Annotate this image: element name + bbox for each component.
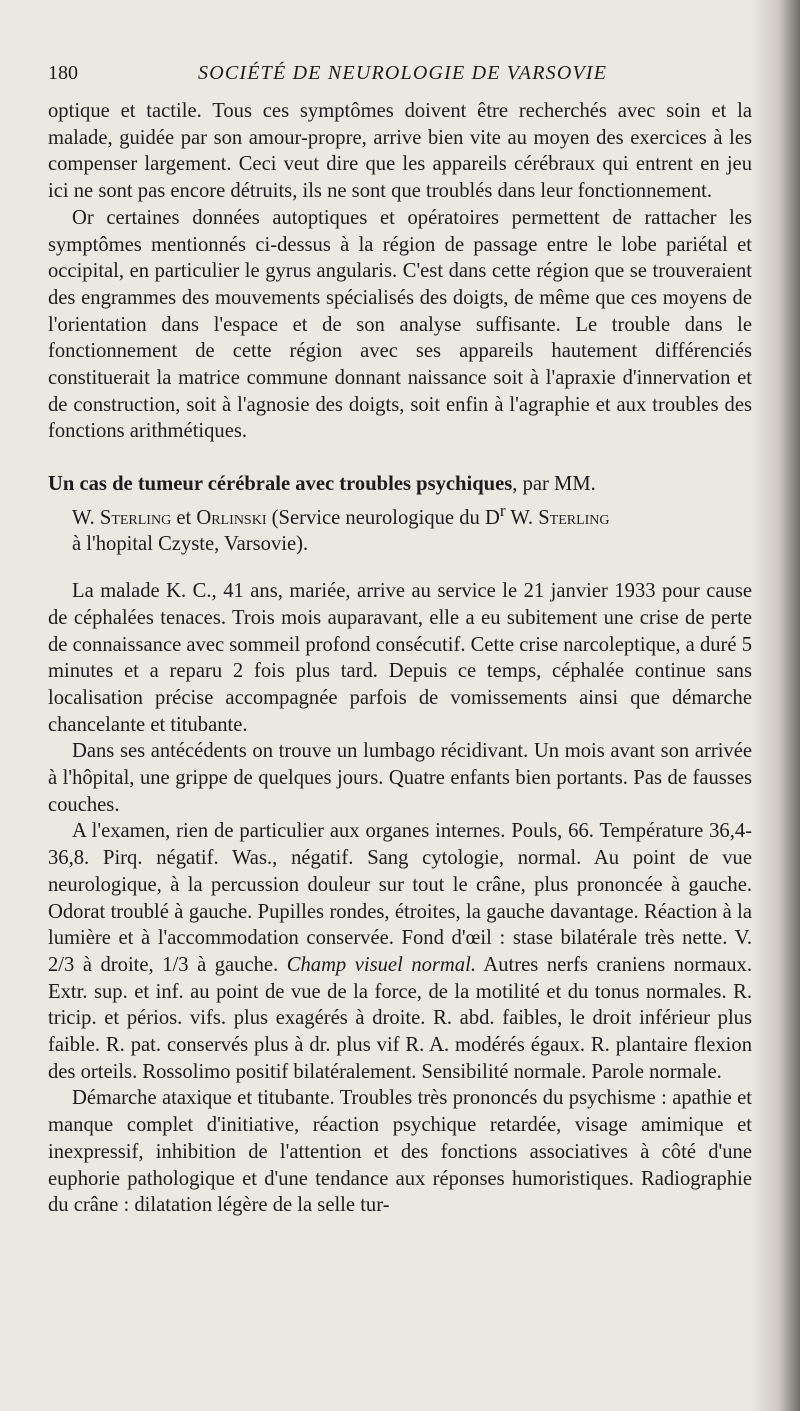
service-text: (Service neurologique du D bbox=[271, 506, 500, 529]
service-sup: r bbox=[499, 500, 506, 520]
page-header bbox=[48, 62, 748, 90]
paragraph-examination bbox=[48, 818, 752, 1085]
service-doctor-name: Sterling bbox=[538, 506, 610, 529]
examination-text-b: Autres nerfs craniens normaux. Extr. sup. et inf. au point de vue de la force, de la motilité et du tonus normales. R. tricip. et périos. vifs. plus exagérés à droite. R. abd. faibles, le droit inférieur plus faible. R. pat. conservés plus à dr. plus vif R. A. modérés égaux. R. plantaire flexion des orteils. Rossolimo positif bilatéralement. Sensibilité normale. Parole normale. bbox=[48, 953, 753, 1083]
author-conjunction: et bbox=[176, 506, 192, 529]
page-edge-shadow bbox=[752, 0, 800, 1411]
author2-name: Orlinski bbox=[196, 506, 267, 529]
article-by: , par MM. bbox=[512, 473, 596, 496]
paragraph-antecedents: Dans ses antécédents on trouve un lumbago récidivant. Un mois avant son arrivée à l'hôpital, une grippe de quelques jours. Quatre enfants bien portants. Pas de fausses couches. bbox=[48, 740, 752, 816]
section-spacer bbox=[48, 558, 752, 578]
examination-text-a: A l'examen, rien de particulier aux organes internes. Pouls, 66. Température 36,4-36,8. Pirq. négatif. Was., négatif. Sang cytologie, normal. Au point de vue neurologique, à la percussion douleur sur tout le crâne, plus prononcée à gauche. Odorat troublé à gauche. Pupilles rondes, étroites, la gauche davantage. Réaction à la lumière et à l'accommodation conservée. Fond d'œil : stase bilatérale très nette. V. 2/3 à droite, 1/3 à gauche. bbox=[48, 820, 752, 976]
paragraph-case-intro: La malade K. C., 41 ans, mariée, arrive au service le 21 janvier 1933 pour cause de céphalées tenaces. Trois mois auparavant, elle a eu subitement une crise de perte de connaissance avec sommeil profond consécutif. Cette crise narcoleptique, a duré 5 minutes et a reparu 2 fois plus tard. Depuis ce temps, céphalée continue sans localisation précise accompagnée parfois de vomissements ainsi que démarche chancelante et titubante. bbox=[48, 580, 752, 736]
author1-initial: W. bbox=[72, 506, 95, 529]
paragraph-psychism: Démarche ataxique et titubante. Troubles très prononcés du psychisme : apathie et manque complet d'initiative, réaction psychique retardée, visage amimique et inexpressif, inhibition de l'attention et des fonctions associatives à côté d'une euphorie pathologique et d'une tendance aux réponses humoristiques. Radiographie du crâne : dilatation légère de la selle tur- bbox=[48, 1087, 752, 1217]
article-title-block bbox=[48, 471, 752, 558]
paragraph-localization: Or certaines données autoptiques et opératoires permettent de rattacher les symptômes mentionnés ci-dessus à la région de passage entre le lobe pariétal et occipital, en particulier le gyrus angularis. C'est dans cette région que se trouveraient des engrammes des mouvements spécialisés des doigts, de même que ces moyens de l'orientation dans l'espace et de son analyse suffisante. Le trouble dans le fonctionnement de cette région avec ses appareils hautement différenciés constituerait la matrice commune donnant naissance soit à l'apraxie d'innervation et de construction, soit à l'agnosie des doigts, soit enfin à l'agraphie et aux troubles des fonctions arithmétiques. bbox=[48, 206, 752, 443]
section-spacer bbox=[48, 445, 752, 471]
page-number: 180 bbox=[48, 62, 78, 84]
author1-name: Sterling bbox=[99, 506, 172, 529]
page-body bbox=[48, 98, 752, 1219]
service-doctor-initial: W. bbox=[510, 506, 534, 529]
article-authors-line bbox=[48, 498, 752, 532]
paragraph-continued: optique et tactile. Tous ces symptômes doivent être recherchés avec soin et la malade, guidée par son amour-propre, arrive bien vite au moyen des exercices à les compenser largement. Ceci veut dire que les appareils cérébraux qui entrent en jeu ici ne sont pas encore détruits, ils ne sont que troublés dans leur fonctionnement. bbox=[48, 100, 752, 203]
article-title: Un cas de tumeur cérébrale avec troubles psychiques bbox=[48, 473, 513, 496]
examination-emphasis: Champ visuel normal. bbox=[286, 953, 476, 976]
running-title: SOCIÉTÉ DE NEUROLOGIE DE VARSOVIE bbox=[198, 62, 608, 84]
service-place: à l'hopital Czyste, Varsovie). bbox=[72, 533, 309, 556]
